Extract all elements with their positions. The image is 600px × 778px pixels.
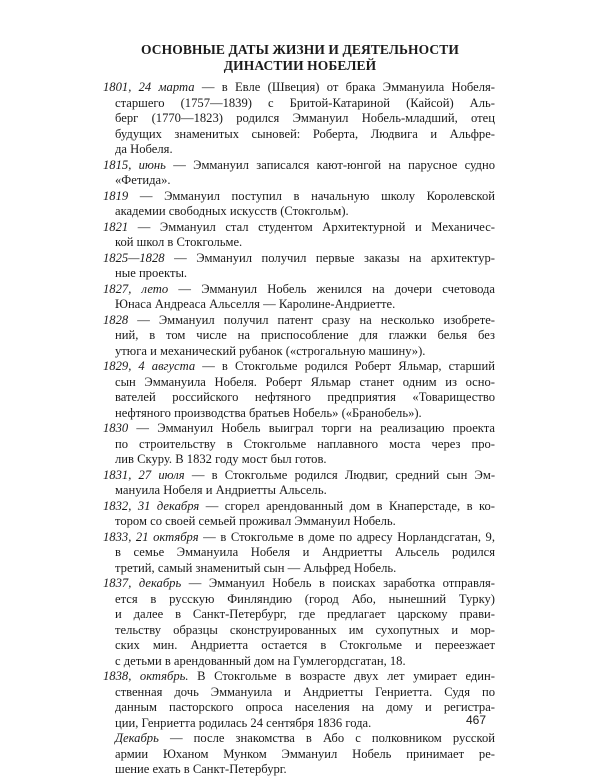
chronology-entry (103, 669, 495, 731)
entry-line (103, 561, 495, 577)
entry-text: кой школ в Стокгольме. (115, 235, 243, 249)
entry-text: В Стокгольме в возрасте двух лет умирает един- (197, 669, 495, 683)
entry-text: нефтяного производства братьев Нобель» («Бранобель»). (115, 405, 422, 420)
entry-line (103, 328, 495, 344)
entry-line (103, 654, 495, 670)
chronology-list (103, 80, 495, 778)
entry-text: берг (1770—1823) родился Эммануил Нобель-младший, отец (115, 111, 495, 125)
entry-line (103, 96, 495, 112)
chronology-entry (103, 468, 495, 499)
chronology-entry (103, 80, 495, 158)
entry-date: 1815, июнь (103, 157, 166, 172)
entry-line (103, 421, 495, 437)
chronology-entry (103, 421, 495, 468)
entry-line (103, 204, 495, 220)
entry-line (103, 220, 495, 236)
entry-date: 1833, 21 октября (103, 529, 199, 544)
entry-text: тельству образцы сконструированных им сухопутных и мор- (115, 622, 495, 637)
entry-text: третий, самый знаменитый сын — Альфред Нобель. (115, 560, 397, 575)
entry-line (103, 700, 495, 716)
chronology-entry (103, 158, 495, 189)
entry-text: шение ехать в Санкт-Петербург. (115, 762, 287, 776)
entry-line (103, 452, 495, 468)
entry-text: ется в русскую Финляндию (город Або, нынешний Турку) (115, 591, 495, 606)
entry-date: 1827, лето (103, 281, 169, 296)
entry-text: с детьми в арендованный дом на Гумлегордсгатан, 18. (115, 653, 406, 668)
entry-line (103, 158, 495, 174)
entry-text: старшего (1757—1839) с Бритой-Катариной (Кайсой) Аль- (115, 95, 495, 110)
chronology-entry (103, 530, 495, 577)
entry-text: — Эммануил записался кают-юнгой на парусное судно (173, 157, 495, 172)
entry-line (103, 251, 495, 267)
entry-text: — Эммануил поступил в начальную школу Королевской (139, 188, 495, 203)
entry-text: — сгорел арендованный дом в Кнаперстаде, в ко- (205, 498, 495, 513)
entry-text: ственная дочь Эммануила и Андриетты Генриетта. Судя по (115, 684, 495, 699)
entry-date: 1838, октябрь. (103, 669, 189, 683)
title-line: ДИНАСТИИ НОБЕЛЕЙ (223, 58, 377, 73)
entry-line (103, 514, 495, 530)
entry-line (103, 359, 495, 375)
entry-line (103, 499, 495, 515)
entry-text: — после знакомства в Або с полковником русской (169, 731, 495, 745)
entry-line (103, 731, 495, 747)
entry-text: мануила Нобеля и Андриетты Альсель. (115, 483, 327, 497)
entry-text: Юнаса Андреаса Альселля — Каролине-Андриетте. (115, 297, 396, 311)
entry-text: — Эммануил стал студентом Архитектурной и Механичес- (137, 219, 495, 234)
entry-line (103, 266, 495, 282)
page-number: 467 (466, 713, 487, 727)
entry-date: 1832, 31 декабря (103, 498, 200, 513)
entry-text: по строительству в Стокгольме наплавного моста через про- (115, 436, 495, 451)
entry-text: в семье Эммануила Нобеля и Андриетты Альсель родился (115, 545, 495, 559)
title-line: ОСНОВНЫЕ ДАТЫ ЖИЗНИ И ДЕЯТЕЛЬНОСТИ (141, 42, 459, 57)
entry-text: — в Стокгольме родился Роберт Яльмар, старший (202, 359, 495, 373)
entry-text: — Эммануил Нобель женился на дочери счетовода (178, 281, 495, 296)
entry-line (103, 468, 495, 484)
entry-text: данным пасторского опроса населения на дому и регистра- (115, 700, 495, 714)
entry-date: Декабрь (115, 731, 159, 745)
entry-text: тором со своей семьей проживал Эммануил Нобель. (115, 514, 396, 528)
entry-line (103, 173, 495, 189)
chronology-entry (103, 731, 495, 778)
chronology-entry (103, 359, 495, 421)
entry-line (103, 142, 495, 158)
entry-date: 1837, декабрь (103, 576, 182, 590)
entry-text: и далее в Санкт-Петербург, где предлагает царскому прави- (115, 607, 495, 621)
entry-text: — Эммануил получил первые заказы на архитектур- (174, 250, 495, 265)
entry-text: — Эммануил получил патент сразу на несколько изобрете- (137, 312, 496, 327)
chronology-entry (103, 282, 495, 313)
entry-text: — Эммануил Нобель в поисках заработка отправля- (188, 576, 495, 590)
entry-text: будущих знаменитых сыновей: Роберта, Людвига и Альфре- (115, 126, 495, 141)
entry-line (103, 189, 495, 205)
entry-date: 1801, 24 марта (103, 80, 195, 94)
entry-text: да Нобеля. (115, 142, 173, 156)
entry-line (103, 607, 495, 623)
entry-line (103, 530, 495, 546)
entry-line (103, 669, 495, 685)
chronology-entry (103, 189, 495, 220)
entry-text: ции, Генриетта родилась 24 сентября 1836 года. (115, 715, 372, 730)
chronology-entry (103, 220, 495, 251)
entry-text: лив Скуру. В 1832 году мост был готов. (115, 452, 327, 466)
entry-line (103, 685, 495, 701)
entry-line (103, 127, 495, 143)
entry-line (103, 716, 495, 732)
entry-text: ний, в том числе на приспособление для глажки белья без (115, 328, 495, 342)
entry-date: 1825—1828 (103, 250, 165, 265)
entry-text: академии свободных искусств (Стокгольм). (115, 204, 349, 218)
chronology-entry (103, 313, 495, 360)
entry-line (103, 344, 495, 360)
chronology-entry (103, 499, 495, 530)
entry-text: ских мин. Андриетта остается в Стокгольме и переезжает (115, 638, 495, 652)
entry-line (103, 80, 495, 96)
entry-line (103, 545, 495, 561)
entry-date: 1829, 4 августа (103, 359, 196, 373)
entry-line (103, 623, 495, 639)
entry-line (103, 592, 495, 608)
entry-date: 1828 (103, 312, 129, 327)
entry-text: — в Стокгольме в доме по адресу Норландсгатан, 9, (203, 529, 495, 544)
page-title (100, 42, 500, 74)
entry-line (103, 297, 495, 313)
chronology-entry (103, 576, 495, 669)
entry-text: — в Евле (Швеция) от брака Эммануила Нобеля- (201, 80, 495, 94)
entry-line (103, 747, 495, 763)
entry-line (103, 437, 495, 453)
entry-line (103, 483, 495, 499)
entry-line (103, 406, 495, 422)
chronology-entry (103, 251, 495, 282)
entry-text: — Эммануил Нобель выиграл торги на реализацию проекта (136, 421, 495, 435)
entry-date: 1819 (103, 188, 129, 203)
entry-line (103, 638, 495, 654)
entry-line (103, 282, 495, 298)
entry-text: — в Стокгольме родился Людвиг, средний сын Эм- (191, 467, 496, 482)
entry-line (103, 235, 495, 251)
entry-line (103, 762, 495, 778)
entry-text: сын Эммануила Нобеля. Роберт Яльмар станет одним из осно- (115, 374, 495, 389)
entry-text: «Фетида». (115, 173, 171, 187)
entry-line (103, 375, 495, 391)
entry-line (103, 390, 495, 406)
entry-date: 1821 (103, 219, 129, 234)
entry-date: 1831, 27 июля (103, 467, 185, 482)
entry-text: армии Юханом Мунком Эммануил Нобель принимает ре- (115, 746, 495, 761)
entry-text: утюга и механический рубанок («строгальную машину»). (115, 343, 426, 358)
entry-text: вателей российского нефтяного предприятия «Товарищество (115, 390, 495, 404)
entry-date: 1830 (103, 421, 129, 435)
entry-line (103, 313, 495, 329)
entry-line (103, 111, 495, 127)
entry-line (103, 576, 495, 592)
entry-text: ные проекты. (115, 266, 188, 280)
